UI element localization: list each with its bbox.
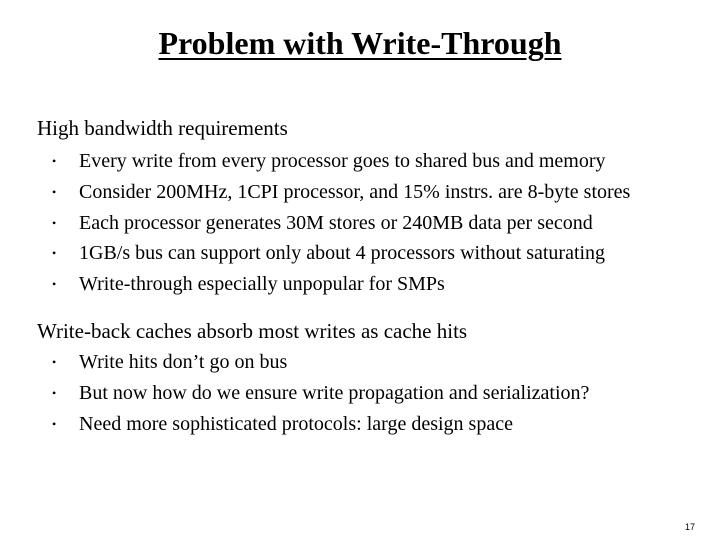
list-item [52, 347, 707, 378]
page-number: 17 [684, 522, 695, 532]
bullet-icon: • [52, 154, 57, 168]
bullet-text: But now how do we ensure write propagation and serialization? [79, 381, 590, 404]
section-bandwidth [37, 114, 707, 300]
bullet-text: Write hits don’t go on bus [79, 351, 288, 373]
bullet-icon: • [52, 215, 57, 230]
bullet-icon: • [52, 416, 57, 431]
bullet-text: Need more sophisticated protocols: large design space [79, 412, 513, 435]
bullet-icon: • [52, 355, 57, 369]
list-item [52, 177, 707, 208]
list-item [52, 208, 707, 239]
bullet-text: Every write from every processor goes to shared bus and memory [79, 150, 606, 172]
section-heading: High bandwidth requirements [37, 116, 288, 140]
list-item [52, 146, 707, 177]
bullet-icon: • [52, 277, 57, 292]
bullet-text: Each processor generates 30M stores or 240MB data per second [79, 211, 593, 234]
bullet-text: 1GB/s bus can support only about 4 processors without saturating [79, 242, 606, 265]
bullet-text: Consider 200MHz, 1CPI processor, and 15% instrs. are 8-byte stores [79, 180, 631, 203]
section-write-back [37, 317, 707, 439]
section-heading: Write-back caches absorb most writes as cache hits [37, 319, 468, 343]
list-item [52, 409, 707, 440]
bullet-icon: • [52, 246, 57, 261]
list-item [52, 269, 707, 300]
bullet-icon: • [52, 385, 57, 400]
bullet-text: Write-through especially unpopular for SMPs [79, 273, 445, 296]
bullet-list [52, 146, 707, 300]
bullet-list [52, 347, 707, 439]
slide-title: Problem with Write-Through [158, 25, 562, 61]
list-item [52, 238, 707, 269]
bullet-icon: • [52, 184, 57, 199]
list-item [52, 378, 707, 409]
